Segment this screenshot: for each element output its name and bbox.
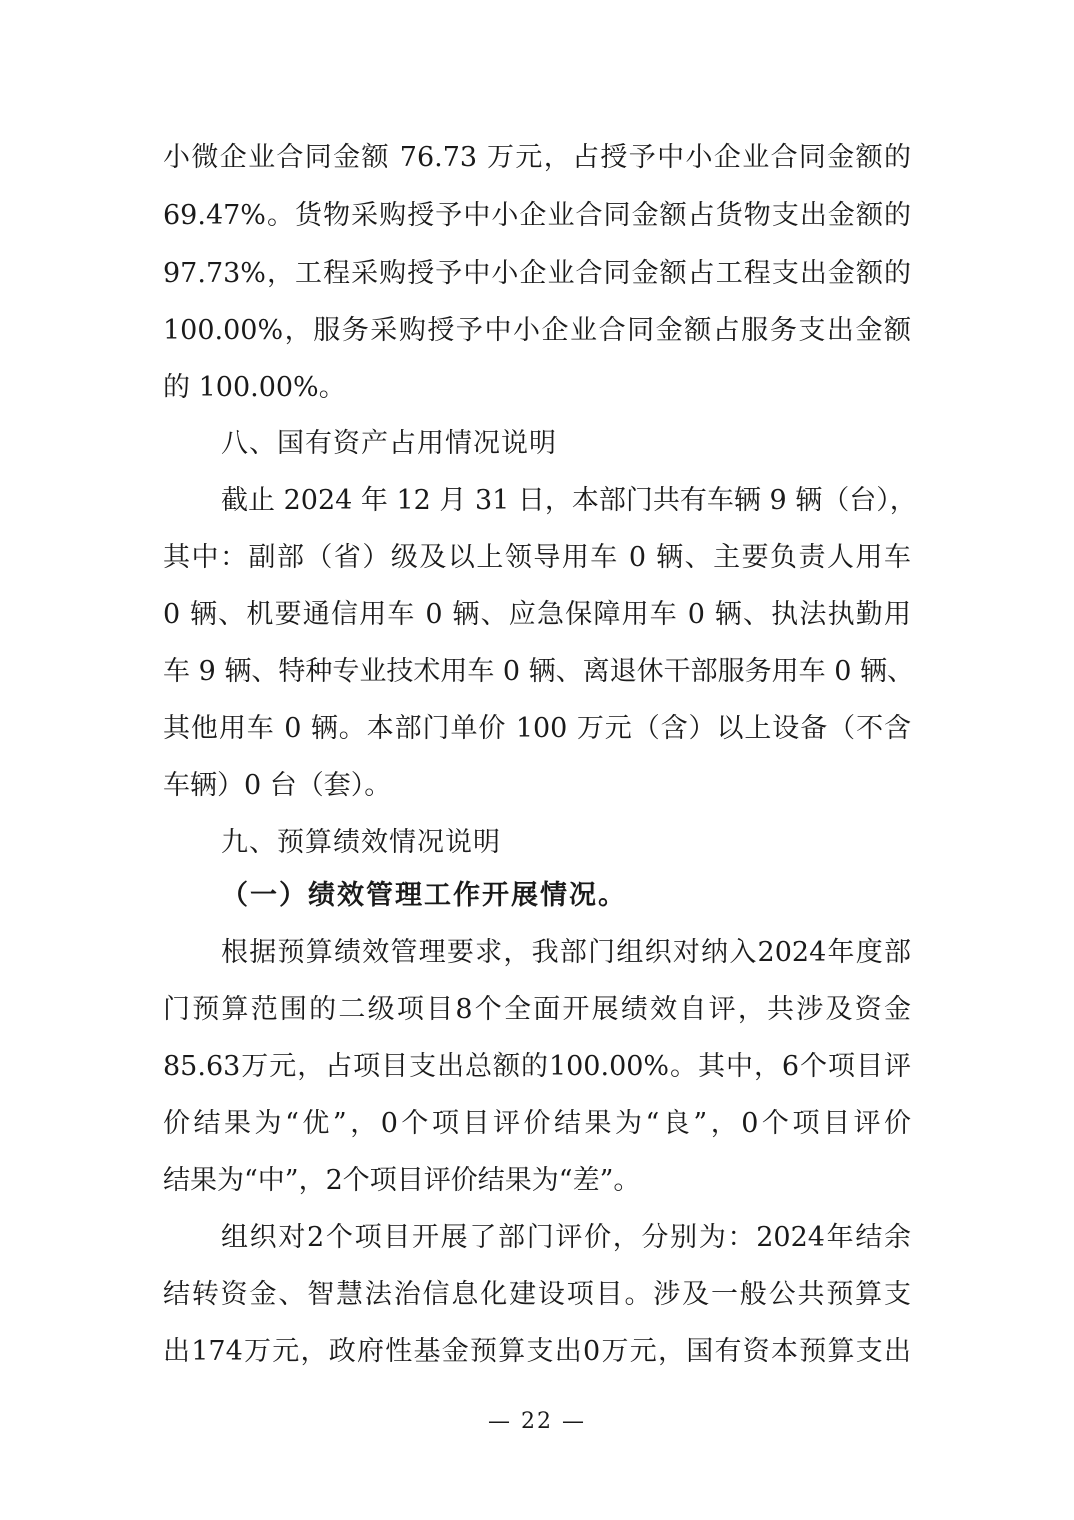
paragraph-line: 结果为“中”，2个项目评价结果为“差”。 — [163, 1165, 641, 1196]
paragraph-line: 门预算范围的二级项目8个全面开展绩效自评，共涉及资金 — [163, 994, 911, 1025]
paragraph-line: 0 辆、机要通信用车 0 辆、应急保障用车 0 辆、执法执勤用 — [163, 599, 911, 630]
paragraph-line: 97.73%，工程采购授予中小企业合同金额占工程支出金额的 — [163, 258, 911, 289]
paragraph-line: 其中：副部（省）级及以上领导用车 0 辆、主要负责人用车 — [163, 542, 911, 573]
page-number: — 22 — — [488, 1409, 586, 1434]
paragraph-line: 车 9 辆、特种专业技术用车 0 辆、离退休干部服务用车 0 辆、 — [163, 656, 915, 687]
paragraph-line: 车辆）0 台（套）。 — [163, 770, 392, 801]
section-heading-performance: 九、预算绩效情况说明 — [221, 827, 501, 858]
paragraph-line: 69.47%。货物采购授予中小企业合同金额占货物支出金额的 — [163, 200, 911, 231]
section-heading-assets: 八、国有资产占用情况说明 — [221, 428, 557, 459]
subsection-heading: （一）绩效管理工作开展情况。 — [221, 880, 627, 911]
paragraph-line: 85.63万元，占项目支出总额的100.00%。其中，6个项目评 — [163, 1051, 911, 1082]
paragraph-line: 结转资金、智慧法治信息化建设项目。涉及一般公共预算支 — [163, 1279, 911, 1310]
paragraph-line: 小微企业合同金额 76.73 万元，占授予中小企业合同金额的 — [163, 142, 911, 173]
paragraph-line: 其他用车 0 辆。本部门单价 100 万元（含）以上设备（不含 — [163, 713, 911, 744]
paragraph-line: 的 100.00%。 — [163, 372, 346, 403]
paragraph-line: 根据预算绩效管理要求，我部门组织对纳入2024年度部 — [221, 937, 911, 968]
paragraph-line: 截止 2024 年 12 月 31 日，本部门共有车辆 9 辆（台）， — [221, 485, 917, 516]
paragraph-line: 100.00%，服务采购授予中小企业合同金额占服务支出金额 — [163, 315, 911, 346]
paragraph-line: 组织对2个项目开展了部门评价，分别为：2024年结余 — [221, 1222, 911, 1253]
paragraph-line: 价结果为“优”，0个项目评价结果为“良”，0个项目评价 — [163, 1108, 911, 1139]
paragraph-line: 出174万元，政府性基金预算支出0万元，国有资本预算支出 — [163, 1336, 911, 1367]
